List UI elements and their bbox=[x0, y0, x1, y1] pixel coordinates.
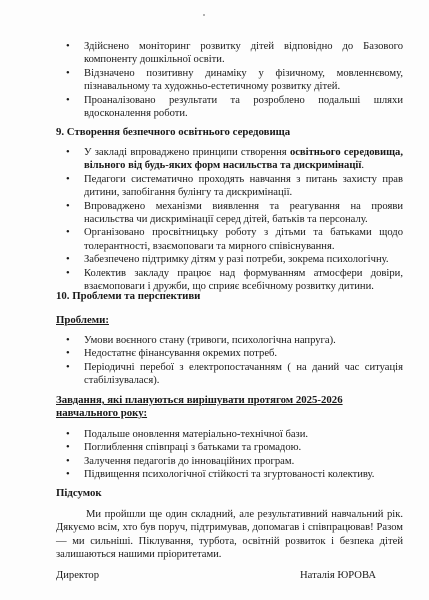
summary-paragraph: Ми пройшли ще один складний, але результативний навчальний рік. Дякуємо всім, хто був поруч, підтримував, допомагав і співпрацював! Разом — ми сильніші. Піклування, турбота, освітній розвиток і безпека дітей залишаються нашими пріоритетами. bbox=[56, 509, 403, 561]
list-item: • Забезпечено підтримку дітям у разі потреби, зокрема психологічну. bbox=[0, 253, 429, 266]
signature-role: Директор bbox=[56, 570, 99, 581]
section-9-title: 9. Створення безпечного освітнього середовища bbox=[56, 126, 291, 138]
list-item: • Проаналізовано результати та розроблено подальші шляхи вдосконалення роботи. bbox=[0, 94, 429, 121]
section-10-title: 10. Проблеми та перспективи bbox=[56, 290, 201, 302]
list-item: • Подальше оновлення матеріально-технічної бази. bbox=[0, 428, 429, 441]
problems-list-block bbox=[0, 334, 429, 388]
tasks-heading: Завдання, які плануються вирішувати протягом 2025-2026 навчального року: bbox=[56, 394, 343, 420]
list-item: • Періодичні перебої з електропостачанням ( на даний час ситуація стабілізувалася). bbox=[0, 361, 429, 388]
signature-name: Наталія ЮРОВА bbox=[300, 570, 376, 581]
list-item: • Умови воєнного стану (тривоги, психологічна напруга). bbox=[0, 334, 429, 347]
list-item: • Відзначено позитивну динаміку у фізичному, мовленнєвому, пізнавальному та художньо-естетичному розвитку дітей. bbox=[0, 67, 429, 94]
item-bold-text: освітнього середовища, вільного від будь-яких форм насильства та дискримінації bbox=[84, 147, 403, 172]
list-item: • Впроваджено механізми виявлення та реагування на прояви насильства чи дискримінації серед дітей, батьків та персоналу. bbox=[0, 200, 429, 227]
problems-list bbox=[0, 334, 429, 388]
top-list bbox=[0, 40, 429, 120]
list-item: • Організовано просвітницьку роботу з дітьми та батьками щодо толерантності, взаємоповаги та мирного співіснування. bbox=[0, 226, 429, 253]
list-item: • Недостатнє фінансування окремих потреб. bbox=[0, 347, 429, 360]
list-item: • Поглиблення співпраці з батьками та громадою. bbox=[0, 441, 429, 454]
tasks-list bbox=[0, 428, 429, 482]
summary-heading: Підсумок bbox=[56, 487, 102, 499]
list-item bbox=[0, 146, 429, 173]
item-text: У закладі впроваджено принципи створення bbox=[84, 147, 290, 158]
section-9-list-block bbox=[0, 146, 429, 293]
list-item: • Підвищення психологічної стійкості та згуртованості колективу. bbox=[0, 468, 429, 481]
problems-heading: Проблеми: bbox=[56, 314, 109, 326]
item-text: . bbox=[361, 160, 364, 172]
list-item: • Залучення педагогів до інноваційних програм. bbox=[0, 455, 429, 468]
tasks-list-block bbox=[0, 428, 429, 482]
section-9-list bbox=[0, 146, 429, 293]
top-list-block bbox=[0, 40, 429, 120]
list-item: • Здійснено моніторинг розвитку дітей відповідно до Базового компоненту дошкільної освіти. bbox=[0, 40, 429, 67]
list-item: • Колектив закладу працює над формуванням атмосфери довіри, взаємоповаги і дружби, що сприяє всебічному розвитку дитини. bbox=[0, 267, 429, 294]
scan-speck bbox=[203, 14, 205, 16]
list-item: • Педагоги систематично проходять навчання з питань захисту прав дитини, запобігання булінгу та дискримінації. bbox=[0, 173, 429, 200]
